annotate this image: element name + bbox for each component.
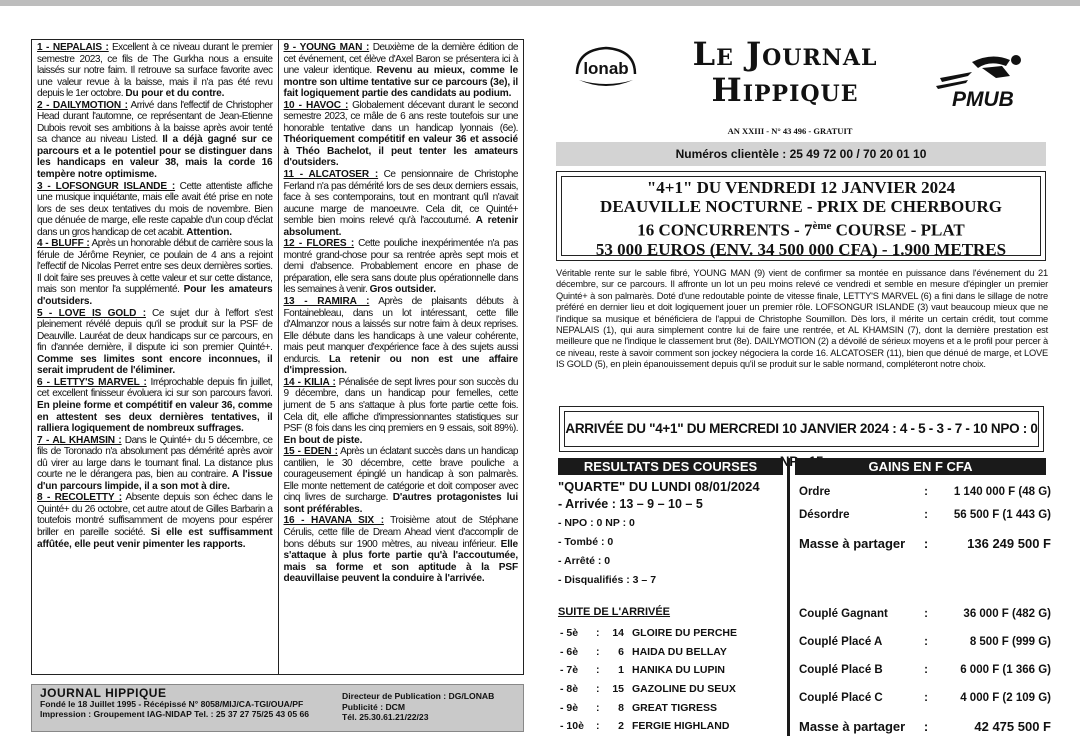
suite-colon: : [596, 645, 600, 658]
gain-label: Ordre [799, 486, 831, 498]
horse-verdict: Si elle est suffisamment affûtée, elle peut venir pimenter les rapports. [37, 526, 273, 550]
suite-number: 14 [612, 627, 624, 640]
suite-rank: - 7è [560, 664, 579, 677]
footer-founded: Fondé le 18 Juillet 1995 - Récépissé N° 8058/MIJ/CA-TGI/OUA/PF [40, 698, 304, 709]
horse-name: 14 - KILIA : [283, 376, 336, 388]
gain-colon: : [923, 718, 929, 734]
suite-rank: - 10è [560, 720, 584, 733]
horse-name: 16 - HAVANA SIX : [283, 515, 384, 527]
gain-label: Couplé Placé A [799, 636, 883, 648]
gains-top [799, 482, 1051, 558]
horse-name: 7 - AL KHAMSIN : [37, 434, 122, 446]
gain-value: 6 000 F (1 366 G) [960, 664, 1051, 676]
suite-rank: - 8è [560, 683, 579, 696]
gain-label: Couplé Placé C [799, 692, 883, 704]
suite-row [560, 643, 786, 662]
horse-verdict: Elle s'attaque à plus forte partie qu'à l'accoutumée, mais sa forme et son aptitude à la PSF deauvillaise peuvent la conduire à l'arrivée. [283, 538, 518, 585]
gain-colon: : [924, 509, 928, 521]
horse-verdict: Il a déjà gagné sur ce parcours et a le potentiel pour se distinguer dans les handicaps en valeur 38, mais la corde 16 tempère notre optimisme. [37, 134, 273, 181]
footer-phone: Tél. 25.30.61.21/22/23 [342, 712, 429, 722]
gain-value: 56 500 F (1 443 G) [953, 509, 1051, 521]
horse-name: 11 - ALCATOSER : [283, 169, 379, 181]
horse-comment [284, 100, 519, 169]
comments-column-2 [278, 40, 524, 674]
gain-label: Masse à partager [799, 718, 906, 734]
results-header: RESULTATS DES COURSES [558, 458, 783, 475]
gain-value: 1 140 000 F (48 G) [953, 486, 1051, 498]
horse-comment [37, 492, 273, 550]
horse-text: Deuxième de la dernière édition de cet événement, cet élève d'Axel Baron se présentera ici à une valeur identique. [283, 42, 518, 77]
horse-verdict: La retenir ou non est une affaire d'impression. [283, 353, 518, 377]
suite-colon: : [596, 701, 600, 714]
suite-colon: : [596, 720, 600, 733]
horse-comment [284, 296, 519, 377]
suite-number: 8 [618, 701, 624, 714]
horse-verdict: A l'issue d'un parcours limpide, il a son mot à dire. [37, 469, 273, 492]
gain-label: Masse à partager [799, 535, 906, 551]
horse-name: 9 - YOUNG MAN : [283, 42, 370, 53]
gain-label: Désordre [799, 509, 850, 521]
horse-text: Ce sujet dur à l'effort s'est pleinement révélé depuis qu'il se produit sur la PSF de Deauville. Lauréat de deux handicaps sur ce parcours, en fin d'année dernière, il dispute ici son premier Quinté+. [37, 307, 273, 354]
horse-comment [37, 238, 273, 307]
gain-row [799, 528, 1051, 558]
gain-colon: : [924, 608, 928, 620]
horse-comment [284, 238, 519, 296]
horse-verdict: A retenir absolument. [283, 215, 518, 238]
gain-colon: : [924, 636, 928, 648]
suite-rank: - 9è [560, 701, 579, 714]
horse-verdict: Du pour et du contre. [125, 88, 225, 100]
horse-text: Après un honorable début de carrière sous la férule de Jérôme Reynier, ce poulain de 4 ans a rejoint l'effectif de Nicolas Perret entre ses deux dernières sorties. Il doit faire ses preuves à cette valeur et sur cette distance, mais son mentor l'a supplémenté. [37, 238, 273, 296]
quarte-title: "QUARTE" DU LUNDI 08/01/2024 [558, 479, 760, 494]
gain-row [799, 684, 1051, 712]
gain-row [799, 656, 1051, 684]
horse-text: Irréprochable depuis fin juillet, cet excellent finisseur évoluera ici sur son parcours favori. [37, 376, 273, 400]
horse-text: Cette pouliche inexpérimentée n'a pas montré grand-chose pour sa rentrée après sept mois et demi d'absence. Probablement encore en phase de préparation, elle sera sans doute plus opérationnelle dans les semaines à venir. [283, 238, 518, 296]
results-arrete: - Arrêté : 0 [558, 555, 611, 567]
horse-text: Troisième atout de Stéphane Cérulis, cette fille de Dream Ahead vient d'accomplir de bons débuts sur 1900 mètres, au niveau inférieur. [283, 515, 518, 550]
horse-verdict: Comme ses limites sont encore inconnues, il serait imprudent de l'éliminer. [37, 353, 273, 377]
gains-bottom [799, 600, 1051, 740]
horse-comment [284, 377, 519, 446]
suite-number: 2 [618, 720, 624, 733]
race-name: DEAUVILLE NOCTURNE - PRIX DE CHERBOURG [600, 197, 1002, 217]
newspaper-masthead [650, 36, 920, 108]
arrivee-box [559, 406, 1044, 452]
horse-text: Excellent à ce niveau durant le premier semestre 2023, ce fils de The Gurkha nous a ensuite laissés sur notre faim. Il retrouve sa surface favorite avec une valeur revue à la baisse, mais il n'a pas été revu depuis le 1er octobre. [37, 42, 273, 100]
footer-advertising: Publicité : DCM [342, 701, 406, 712]
lonab-logo-text: lonab [583, 59, 629, 78]
suite-number: 15 [612, 683, 624, 696]
issue-number: AN XXIII - N° 43 496 - GRATUIT [727, 126, 853, 136]
horse-name: 13 - RAMIRA : [283, 296, 370, 308]
results-tombe: - Tombé : 0 [558, 536, 614, 548]
suite-horse: FERGIE HIGHLAND [632, 720, 730, 733]
pmub-logo [932, 52, 1042, 110]
horse-comment [37, 181, 273, 239]
suite-colon: : [596, 683, 600, 696]
suite-rank: - 6è [560, 645, 579, 658]
horse-verdict: Attention. [186, 226, 232, 238]
horse-text: Pénalisée de sept livres pour son succès du 9 décembre, dans un handicap pour femelles, cette jument de 5 ans s'attaque à plus forte partie cette fois. Cela dit, elle affiche d'impressionnantes statistiques sur PSF (8 fois dans les cinq premiers en 9 essais, soit 89%). [283, 376, 518, 435]
footer-director: Directeur de Publication : DG/LONAB [342, 691, 495, 701]
gains-header: GAINS EN F CFA [795, 458, 1046, 475]
suite-horse: HAIDA DU BELLAY [632, 645, 727, 658]
race-intro-text: Véritable rente sur le sable fibré, YOUNG MAN (9) vient de confirmer sa montée en puissance dans l'événement du 21 décembre, sur ce parcours. Il affronte un lot un peu moins relevé ce vendredi et semble en mesure d'épingler un premier Quinté+ à son palmarès. Doté d'une redoutable pointe de vitesse finale, LETTY'S MARVEL (6) a fini dans le sillage de notre préféré en dernier lieu et doit logiquement jouer un premier rôle. LOFSONGUR ISLANDE (3) vaut beaucoup mieux que ne l'indique sa musique et bénéficiera de l'appui de Christophe Soumillon. Dès lors, il mérite un certain crédit, tout comme NEPALAIS (1), qui aura simplement contre lui de faire une rentrée, et AL KHAMSIN (7), dont la dernière prestation est meilleure que ne l'indique le classement brut (8e). DAILYMOTION (2) a dévoilé de sérieux moyens et a le profil pour percer à ce niveau, reste à savoir comment son jockey négociera la corde 16. ALCATOSER (11), bien que dénué de marge, et LOVE IS GOLD (5), en plein épanouissement depuis qu'il se produit sur le sable normand, compléteront notre choix. [556, 268, 1048, 370]
gain-colon: : [924, 486, 928, 498]
gain-value: 136 249 500 F [967, 535, 1051, 551]
horse-comment [37, 377, 273, 435]
horse-name: 12 - FLORES : [283, 238, 355, 250]
suite-rank: - 5è [560, 627, 579, 640]
results-arrivee: - Arrivée : 13 – 9 – 10 – 5 [558, 497, 703, 511]
horse-text: Dans le Quinté+ du 5 décembre, ce fils de Toronado n'a absolument pas démérité après avoir dû virer au large dans le tournant final. La distance plus courte ne le dérangera pas, bien au contraire. [37, 434, 273, 481]
horse-text: Après de plaisants débuts à Fontainebleau, dans un lot intéressant, cette fille d'Almanzor nous a laissés sur notre faim à deux reprises. Elle débute dans les handicaps à une valeur cohérente, mais peut manquer d'expérience face à des sujets aussi endurcis. [283, 296, 518, 365]
top-gray-bar [0, 0, 1080, 6]
gain-colon: : [924, 664, 928, 676]
gain-value: 36 000 F (482 G) [963, 608, 1051, 620]
horse-verdict: Gros outsider. [369, 284, 436, 296]
suite-colon: : [596, 627, 600, 640]
gain-row [799, 628, 1051, 656]
horse-verdict: Pour les amateurs d'outsiders. [37, 284, 273, 308]
gain-row [799, 712, 1051, 740]
race-purse: 53 000 EUROS (ENV. 34 500 000 CFA) - 1.900 METRES [595, 239, 1007, 259]
suite-horse: HANIKA DU LUPIN [632, 664, 725, 677]
horse-text: Après un éclatant succès dans un handicap cantilien, le 30 décembre, cette brave pouliche a courageusement épinglé un handicap à son palmarès. Elle monte nettement de catégorie et doit composer avec cinq livres de surcharge. [283, 446, 518, 504]
horse-name: 15 - EDEN : [283, 446, 338, 458]
pmub-logo-text: PMUB [952, 88, 1014, 110]
gain-label: Couplé Placé B [799, 664, 883, 676]
horse-comment [284, 42, 519, 100]
horse-name: 6 - LETTY'S MARVEL : [37, 376, 147, 388]
masthead-line-2: Hippique [711, 71, 859, 109]
horse-verdict: D'autres protagonistes lui sont préférables. [283, 492, 518, 515]
suite-row [560, 680, 786, 699]
gain-value: 42 475 500 F [974, 718, 1051, 734]
suite-list [560, 624, 786, 736]
footer-title: JOURNAL HIPPIQUE [40, 686, 167, 700]
horse-comment [284, 446, 519, 515]
suite-horse: GREAT TIGRESS [632, 701, 717, 714]
gain-row [799, 502, 1051, 528]
horse-text: Globalement décevant durant le second semestre 2023, ce mâle de 6 ans reste toutefois sur une honorable tentative dans un handicap lyonnais (6e). [283, 99, 518, 134]
suite-row [560, 661, 786, 680]
horse-comment [284, 169, 519, 238]
suite-number: 1 [618, 664, 624, 677]
publication-footer [31, 684, 524, 732]
suite-row [560, 624, 786, 643]
gain-value: 8 500 F (999 G) [969, 636, 1051, 648]
horse-verdict: En bout de piste. [283, 434, 363, 446]
horse-name: 4 - BLUFF : [37, 238, 90, 250]
horse-name: 5 - LOVE IS GOLD : [37, 307, 146, 319]
suite-title: SUITE DE L'ARRIVÉE [558, 606, 671, 618]
horse-comments-box [31, 39, 524, 675]
masthead-line-1: Le Journal [692, 35, 878, 73]
lonab-logo [573, 44, 639, 94]
footer-printing: Impression : Groupement IAG-NIDAP Tel. : 25 37 27 75/25 43 05 66 [40, 709, 310, 719]
column-divider [787, 458, 790, 736]
results-disqualified: - Disqualifiés : 3 – 7 [558, 574, 657, 586]
suite-row [560, 717, 786, 736]
gain-label: Couplé Gagnant [799, 608, 888, 620]
race-title-box [556, 171, 1046, 261]
horse-verdict: En pleine forme et compétitif en valeur 36, comme en attestent ses deux dernières tentatives, il ralliera logiquement de nombreux suffrages. [37, 399, 273, 435]
gain-value: 4 000 F (2 109 G) [960, 692, 1051, 704]
suite-number: 6 [618, 645, 624, 658]
gain-row [799, 600, 1051, 628]
client-phone-banner: Numéros clientèle : 25 49 72 00 / 70 20 01 10 [556, 142, 1046, 166]
horse-verdict: Revenu au mieux, comme le montre son ultime tentative sur ce parcours (3e), il fait logiquement partie des candidats au podium. [283, 65, 519, 100]
race-info: 16 CONCURRENTS - 7ème COURSE - PLAT [637, 219, 965, 240]
horse-name: 1 - NEPALAIS : [37, 42, 109, 53]
comments-column-1 [32, 40, 278, 674]
horse-name: 2 - DAILYMOTION : [37, 99, 128, 111]
horse-text: Arrivé dans l'effectif de Christopher Head durant l'automne, ce représentant de Jean-Etienne Dubois revoit ses ambitions à la baisse après avoir tenté sa chance au niveau Listed. [37, 99, 273, 146]
horse-comment [284, 515, 519, 584]
suite-row [560, 698, 786, 717]
gain-colon: : [923, 535, 929, 551]
gain-colon: : [924, 692, 928, 704]
horse-text: Absente depuis son échec dans le Quinté+ du 26 octobre, cet autre atout de Gilles Barbarin a toutefois montré suffisamment de moyens pour espérer briller en pareille société. [37, 492, 273, 538]
horse-verdict: Théoriquement compétitif en valeur 36 et associé à Théo Bachelot, il peut tenter les amateurs d'outsiders. [283, 134, 518, 169]
gain-row [799, 482, 1051, 502]
suite-horse: GLOIRE DU PERCHE [632, 627, 738, 640]
arrivee-text: ARRIVÉE DU "4+1" DU MERCREDI 10 JANVIER 2024 : 4 - 5 - 3 - 7 - 10 NPO : 0 [564, 411, 1039, 447]
horse-comment [37, 100, 273, 181]
race-date: "4+1" DU VENDREDI 12 JANVIER 2024 [646, 178, 956, 197]
horse-name: 8 - RECOLETTY : [37, 492, 122, 504]
suite-colon: : [596, 664, 600, 677]
results-npo: - NPO : 0 NP : 0 [558, 517, 635, 529]
horse-text: Cette attentiste affiche une musique inquiétante, mais elle avait été prise en note lors de ses deux tentatives du mois de novembre. Bien que dénuée de marge, elle reste capable d'un coup d'éclat dans un gros handicap de cet acabit. [37, 180, 273, 238]
horse-comment [37, 308, 273, 377]
horse-name: 10 - HAVOC : [283, 99, 349, 111]
horse-comment [37, 42, 273, 100]
results-section [558, 478, 786, 590]
horse-name: 3 - LOFSONGUR ISLANDE : [37, 180, 176, 192]
horse-text: Ce pensionnaire de Christophe Ferland n'a pas démérité lors de ses deux derniers essais, face à ses contemporains, tout en montrant qu'il n'avait aucune marge de manoeuvre. Cela dit, ce Quinté+ semble bien moins relevé qu'à l'accoutumé. [283, 169, 519, 227]
suite-horse: GAZOLINE DU SEUX [632, 683, 736, 696]
horse-comment [37, 435, 273, 493]
